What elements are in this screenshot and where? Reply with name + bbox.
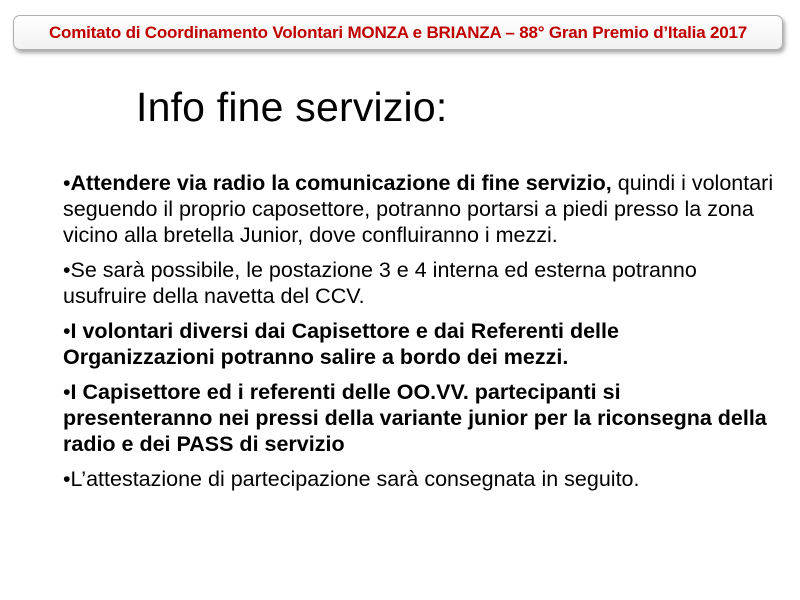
bullet-marker: •	[63, 467, 71, 491]
bullet-item	[63, 318, 775, 370]
bullet-item	[63, 170, 775, 248]
bullet-marker: •	[63, 319, 71, 343]
banner-text: Comitato di Coordinamento Volontari MONZA e BRIANZA – 88° Gran Premio d’Italia 2017	[48, 22, 747, 42]
bullet-text: Se sarà possibile, le postazione 3 e 4 interna ed esterna potranno usufruire della navetta del CCV.	[63, 258, 697, 308]
bullet-item	[63, 379, 775, 457]
bullet-bold-text: I Capisettore ed i referenti delle OO.VV. partecipanti si presenteranno nei pressi della variante junior per la riconsegna della radio e dei PASS di servizio	[63, 380, 767, 456]
bullet-marker: •	[63, 258, 71, 282]
bullet-text: L’attestazione di partecipazione sarà consegnata in seguito.	[70, 467, 640, 491]
bullet-item	[63, 466, 775, 492]
bullet-list	[63, 170, 775, 501]
header-banner	[13, 15, 783, 50]
bullet-marker: •	[63, 380, 71, 404]
bullet-bold-text: I volontari diversi dai Capisettore e dai Referenti delle Organizzazioni potranno salire a bordo dei mezzi.	[63, 319, 619, 369]
bullet-text: quindi i volontari seguendo il proprio caposettore, potranno portarsi a piedi presso la zona vicino alla bretella Junior, dove confluiranno i mezzi.	[63, 171, 774, 247]
slide-title: Info fine servizio:	[136, 84, 448, 130]
bullet-bold-text: Attendere via radio la comunicazione di fine servizio,	[70, 171, 612, 195]
bullet-item	[63, 257, 775, 309]
bullet-marker: •	[63, 171, 71, 195]
